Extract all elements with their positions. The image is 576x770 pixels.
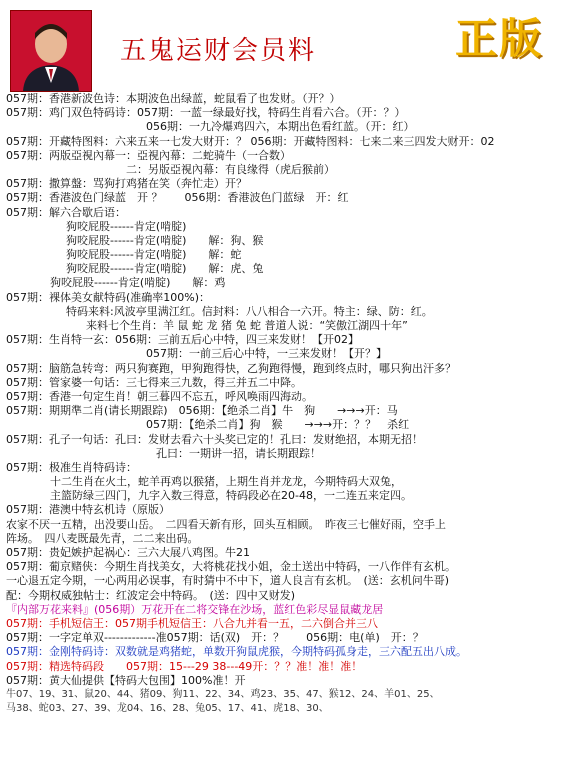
content-line: 057期：撒算盤：骂狗打鸡猪在笑（奔忙走）开？ [6,177,247,191]
content-line: 狗咬屁股------肯定(啃腚) [66,219,187,233]
content-line: 057期：手机短信王：057期手机短信王：八合九并看一五，二六倒合并三八 [6,616,378,630]
content-line: 056期：一九冷爆鸡四六，本期出色看红蓝。（开：红） [146,120,415,134]
content-line: 二：另版亞視內幕：有良缘得（虎后猴前） [126,162,335,176]
content-line: 057期：孔子一句话：孔曰：发财去看六十头奖已定的！孔曰：发财绝招，本期无招！ [6,432,423,446]
content-body [6,92,572,716]
content-line: 阵场。 四八麦既最先青，二二来出码。 [6,531,199,545]
content-line: 来料七个生肖：羊 鼠 蛇 龙 猪 兔 蛇 普道人说：“笑傲江湖四十年” [86,319,408,332]
content-line: 狗咬屁股------肯定(啃腚) 解：蛇 [66,248,242,262]
content-line: 057期：开藏特图料：六来五来一七发大财开：？ 056期：开藏特图料：七来二来三四发大财开：02 [6,134,495,148]
content-line: 狗咬屁股------肯定(啃腚) 解：鸡 [50,276,226,290]
content-line: 十二生肖在火土，蛇羊再鸡以猴猪，上期生肖并龙龙，今期特码大双兔， [50,475,402,489]
genuine-stamp: 正版 [455,14,544,63]
content-line: 057期：金刚特码诗：双数就是鸡猪蛇，单数开狗鼠虎猴，今期特码孤身走，三六配五出八成。 [6,645,467,659]
content-line: 057期：管家婆一句话：三七得来三九数，得三并五二中降。 [6,375,302,389]
content-line: 057期：期期準二肖(请长期跟踪) 056期：【绝杀二肖】牛 狗 →→→开：马 [6,404,398,418]
content-line: 配：今期权威独帖士：红波定会中特码。 (送：四中又财发) [6,588,296,602]
content-line: 057期：解六合歇后语： [6,205,126,219]
content-line: 牛07、19、31、鼠20、44、猪09、狗11、22、34、鸡23、35、47、猴12、24、羊01、25、 [6,688,440,700]
content-line: 057期：葡京赌侠：今期生肖找美女，大将桃花找小姐，金土送出中特码，一八作伴有玄机。 [6,560,456,574]
content-line: 057期：生肖特一玄：056期：三前五后心中特，四三来发财！【开02】 [6,333,359,347]
content-line: 057期：一前三后心中特，一三来发财！【开？】 [146,347,387,361]
content-line: 057期：鸡门双色特码诗：057期：一蓝一绿最好找，特码生肖看六合。（开：？） [6,106,406,120]
content-line: 一心退五定今期，一心两用必误事，有时猜中不中下，道人良言有玄机。 (送：玄机问牛哥) [6,574,450,588]
content-line: 特码来料:风波亭里满江红。信封料：八八相合一六开。特主：绿、防：红。 [66,304,433,318]
content-line: 狗咬屁股------肯定(啃腚) 解：虎、兔 [66,262,264,276]
content-line: 马38、蛇03、27、39、龙04、16、28、兔05、17、41、虎18、30、 [6,703,329,715]
content-line: 057期：一字定单双-------------准057期：话(双) 开：？ 056期：电(单) 开：？ [6,631,424,645]
content-line: 057期：香港新波色诗：本期波色出绿蓝，蛇鼠看了也发财。（开？） [6,92,341,105]
content-line: 057期：脑筋急转弯：两只狗赛跑，甲狗跑得快，乙狗跑得慢，跑到终点时，哪只狗出汗多？ [6,361,456,375]
content-line: 057期：香港波色门绿蓝 开 ？ 056期：香港波色门蓝绿 开：红 [6,191,349,205]
content-line: 孔曰：一期讲一招，请长期跟踪！ [156,446,321,460]
content-line: 『内部万花来料』(056期）万花开在二将交锋在沙场，蓝红色彩尽显鼠藏龙居 [6,602,384,616]
content-line: 057期：两版亞視內幕一：亞視內幕：二蛇骑牛（一合数） [6,148,291,162]
content-line: 农家不厌一五精，出没要山岳。 二四看天新有形，回头互相顾。 昨夜三七催好雨，空手上 [6,517,446,531]
content-line: 057期：香港一句定生肖！朝三暮四不忘五，呼风唤雨四海动。 [6,389,313,403]
content-line: 狗咬屁股------肯定(啃腚) 解：狗、猴 [66,233,264,247]
content-line: 057期：裸体美女献特码(准确率100%)： [6,290,211,304]
content-line: 057期：极准生肖特码诗： [6,460,137,474]
content-line: 057期：精选特码段 057期：15---29 38---49开：？？准！准！准！ [6,659,363,673]
profile-photo [10,10,92,92]
content-line: 057期：【绝杀二肖】狗 猴 →→→开：？？ 杀红 [146,418,410,432]
content-line: 057期：黄大仙提供【特码大包围】100%准！开 [6,673,246,687]
page-title: 五鬼运财会员料 [120,36,317,66]
content-line: 057期：贵妃嫉护起祸心：三六大展八鸡图。牛21 [6,546,250,559]
content-line: 057期：港澳中特玄机诗（原版） [6,503,170,517]
content-line: 主篮防绿三四门，九字入数三得意，特码段必在20-48，一二连五来定四。 [50,489,412,503]
